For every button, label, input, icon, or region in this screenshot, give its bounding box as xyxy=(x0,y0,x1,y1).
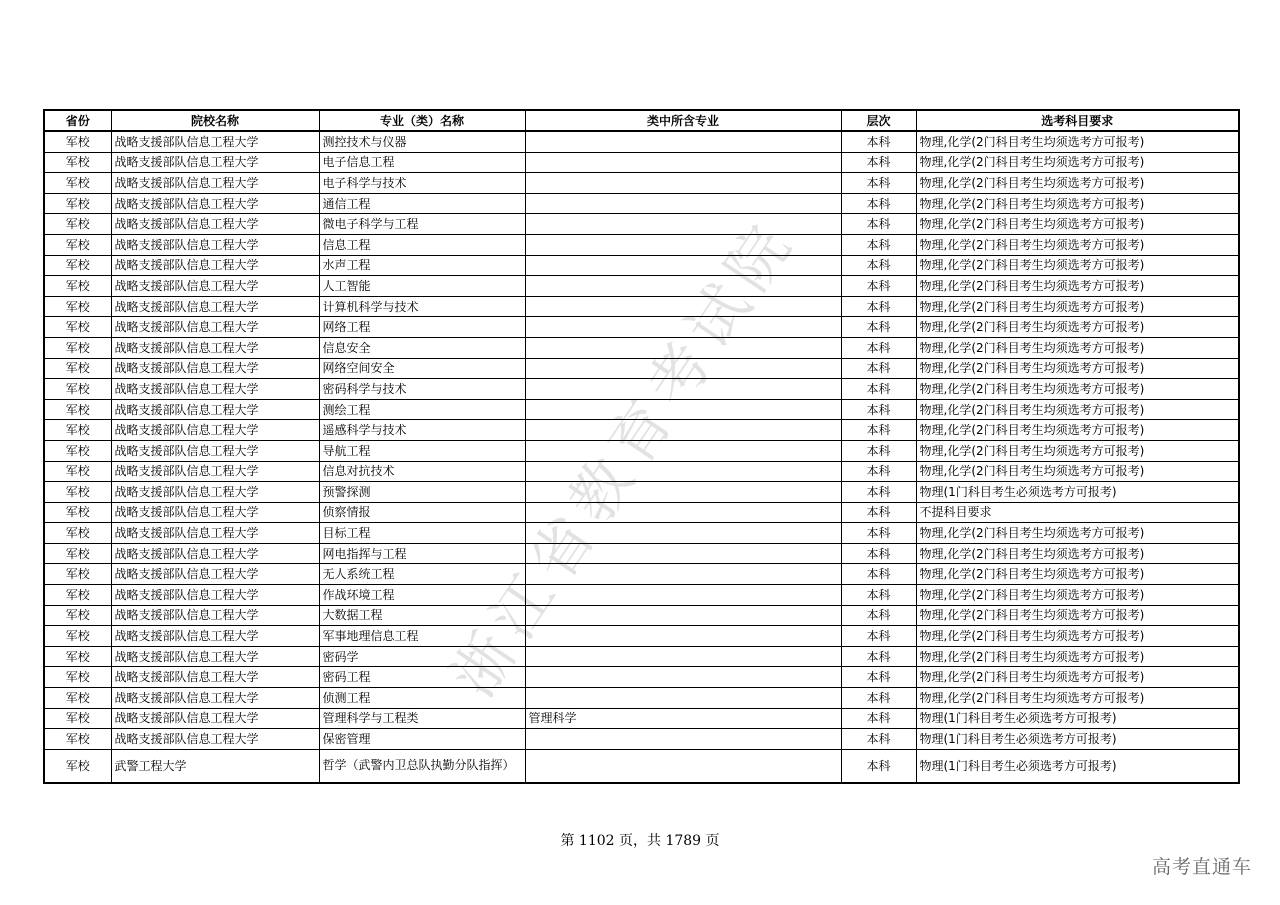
cell-subject-requirement: 物理,化学(2门科目考生均须选考方可报考) xyxy=(916,646,1239,667)
cell-sub-majors xyxy=(525,523,841,544)
cell-subject-requirement: 物理,化学(2门科目考生均须选考方可报考) xyxy=(916,379,1239,400)
cell-sub-majors xyxy=(525,605,841,626)
cell-sub-majors xyxy=(525,482,841,503)
cell-major: 通信工程 xyxy=(319,193,525,214)
header-level: 层次 xyxy=(841,110,916,131)
cell-province: 军校 xyxy=(44,523,111,544)
cell-province: 军校 xyxy=(44,317,111,338)
cell-major: 信息安全 xyxy=(319,337,525,358)
cell-subject-requirement: 物理,化学(2门科目考生均须选考方可报考) xyxy=(916,255,1239,276)
table-row xyxy=(44,255,1239,276)
cell-sub-majors xyxy=(525,420,841,441)
cell-school: 战略支援部队信息工程大学 xyxy=(111,708,319,729)
table-row xyxy=(44,667,1239,688)
cell-school: 战略支援部队信息工程大学 xyxy=(111,688,319,709)
cell-sub-majors xyxy=(525,379,841,400)
cell-sub-majors xyxy=(525,276,841,297)
page-footer: 第 1102 页，共 1789 页 xyxy=(560,833,720,849)
cell-subject-requirement: 物理,化学(2门科目考生均须选考方可报考) xyxy=(916,543,1239,564)
cell-school: 战略支援部队信息工程大学 xyxy=(111,461,319,482)
cell-subject-requirement: 物理(1门科目考生必须选考方可报考) xyxy=(916,482,1239,503)
header-school: 院校名称 xyxy=(111,110,319,131)
cell-province: 军校 xyxy=(44,296,111,317)
cell-level: 本科 xyxy=(841,214,916,235)
cell-province: 军校 xyxy=(44,688,111,709)
cell-subject-requirement: 物理,化学(2门科目考生均须选考方可报考) xyxy=(916,337,1239,358)
header-subject-requirement: 选考科目要求 xyxy=(916,110,1239,131)
table-row xyxy=(44,379,1239,400)
cell-school: 战略支援部队信息工程大学 xyxy=(111,337,319,358)
cell-subject-requirement: 物理,化学(2门科目考生均须选考方可报考) xyxy=(916,688,1239,709)
cell-subject-requirement: 物理,化学(2门科目考生均须选考方可报考) xyxy=(916,399,1239,420)
cell-major: 水声工程 xyxy=(319,255,525,276)
header-province: 省份 xyxy=(44,110,111,131)
cell-sub-majors xyxy=(525,296,841,317)
cell-major: 电子信息工程 xyxy=(319,152,525,173)
cell-level: 本科 xyxy=(841,667,916,688)
cell-major: 网络工程 xyxy=(319,317,525,338)
cell-major: 密码科学与技术 xyxy=(319,379,525,400)
header-major: 专业（类）名称 xyxy=(319,110,525,131)
table-body xyxy=(44,131,1239,783)
cell-province: 军校 xyxy=(44,193,111,214)
cell-province: 军校 xyxy=(44,646,111,667)
cell-major: 测绘工程 xyxy=(319,399,525,420)
cell-sub-majors xyxy=(525,152,841,173)
cell-major: 军事地理信息工程 xyxy=(319,626,525,647)
table-row xyxy=(44,131,1239,152)
cell-major: 侦测工程 xyxy=(319,688,525,709)
cell-sub-majors xyxy=(525,667,841,688)
cell-province: 军校 xyxy=(44,749,111,783)
cell-level: 本科 xyxy=(841,585,916,606)
cell-province: 军校 xyxy=(44,379,111,400)
cell-province: 军校 xyxy=(44,173,111,194)
cell-sub-majors xyxy=(525,255,841,276)
cell-level: 本科 xyxy=(841,379,916,400)
cell-major: 微电子科学与工程 xyxy=(319,214,525,235)
cell-school: 战略支援部队信息工程大学 xyxy=(111,152,319,173)
cell-major: 管理科学与工程类 xyxy=(319,708,525,729)
cell-province: 军校 xyxy=(44,482,111,503)
table-row xyxy=(44,358,1239,379)
cell-major: 网络空间安全 xyxy=(319,358,525,379)
cell-school: 战略支援部队信息工程大学 xyxy=(111,523,319,544)
cell-level: 本科 xyxy=(841,296,916,317)
cell-level: 本科 xyxy=(841,131,916,152)
cell-school: 战略支援部队信息工程大学 xyxy=(111,173,319,194)
cell-level: 本科 xyxy=(841,502,916,523)
cell-subject-requirement: 物理,化学(2门科目考生均须选考方可报考) xyxy=(916,173,1239,194)
cell-level: 本科 xyxy=(841,399,916,420)
cell-school: 战略支援部队信息工程大学 xyxy=(111,255,319,276)
cell-sub-majors: 管理科学 xyxy=(525,708,841,729)
cell-major: 哲学（武警内卫总队执勤分队指挥） xyxy=(319,749,525,783)
cell-subject-requirement: 物理,化学(2门科目考生均须选考方可报考) xyxy=(916,667,1239,688)
table-row xyxy=(44,337,1239,358)
cell-province: 军校 xyxy=(44,152,111,173)
cell-province: 军校 xyxy=(44,667,111,688)
cell-sub-majors xyxy=(525,749,841,783)
cell-province: 军校 xyxy=(44,255,111,276)
cell-level: 本科 xyxy=(841,646,916,667)
cell-subject-requirement: 物理,化学(2门科目考生均须选考方可报考) xyxy=(916,564,1239,585)
cell-school: 战略支援部队信息工程大学 xyxy=(111,420,319,441)
cell-subject-requirement: 物理,化学(2门科目考生均须选考方可报考) xyxy=(916,440,1239,461)
cell-level: 本科 xyxy=(841,358,916,379)
cell-subject-requirement: 物理,化学(2门科目考生均须选考方可报考) xyxy=(916,296,1239,317)
cell-province: 军校 xyxy=(44,440,111,461)
cell-subject-requirement: 物理,化学(2门科目考生均须选考方可报考) xyxy=(916,317,1239,338)
cell-sub-majors xyxy=(525,502,841,523)
cell-sub-majors xyxy=(525,358,841,379)
cell-sub-majors xyxy=(525,461,841,482)
cell-school: 战略支援部队信息工程大学 xyxy=(111,667,319,688)
cell-province: 军校 xyxy=(44,543,111,564)
cell-school: 战略支援部队信息工程大学 xyxy=(111,358,319,379)
watermark: 浙江省教育考试院 xyxy=(438,206,810,710)
table-row xyxy=(44,276,1239,297)
cell-school: 战略支援部队信息工程大学 xyxy=(111,317,319,338)
cell-major: 计算机科学与技术 xyxy=(319,296,525,317)
cell-province: 军校 xyxy=(44,358,111,379)
cell-school: 战略支援部队信息工程大学 xyxy=(111,564,319,585)
cell-province: 军校 xyxy=(44,708,111,729)
cell-level: 本科 xyxy=(841,564,916,585)
cell-province: 军校 xyxy=(44,337,111,358)
cell-subject-requirement: 物理,化学(2门科目考生均须选考方可报考) xyxy=(916,420,1239,441)
table-row xyxy=(44,173,1239,194)
table-row xyxy=(44,420,1239,441)
cell-level: 本科 xyxy=(841,605,916,626)
cell-province: 军校 xyxy=(44,214,111,235)
table-row xyxy=(44,749,1239,783)
cell-major: 信息对抗技术 xyxy=(319,461,525,482)
cell-level: 本科 xyxy=(841,729,916,750)
table-row xyxy=(44,523,1239,544)
cell-level: 本科 xyxy=(841,461,916,482)
table-row xyxy=(44,585,1239,606)
cell-school: 战略支援部队信息工程大学 xyxy=(111,214,319,235)
cell-province: 军校 xyxy=(44,626,111,647)
cell-subject-requirement: 物理,化学(2门科目考生均须选考方可报考) xyxy=(916,585,1239,606)
cell-sub-majors xyxy=(525,626,841,647)
cell-major: 人工智能 xyxy=(319,276,525,297)
cell-subject-requirement: 物理,化学(2门科目考生均须选考方可报考) xyxy=(916,214,1239,235)
cell-subject-requirement: 物理,化学(2门科目考生均须选考方可报考) xyxy=(916,131,1239,152)
cell-province: 军校 xyxy=(44,131,111,152)
table-row xyxy=(44,440,1239,461)
table-row xyxy=(44,688,1239,709)
table-row xyxy=(44,461,1239,482)
cell-school: 武警工程大学 xyxy=(111,749,319,783)
cell-major: 大数据工程 xyxy=(319,605,525,626)
cell-major: 网电指挥与工程 xyxy=(319,543,525,564)
cell-major: 密码学 xyxy=(319,646,525,667)
cell-major: 信息工程 xyxy=(319,234,525,255)
cell-school: 战略支援部队信息工程大学 xyxy=(111,543,319,564)
table-row xyxy=(44,646,1239,667)
cell-sub-majors xyxy=(525,131,841,152)
cell-sub-majors xyxy=(525,337,841,358)
cell-school: 战略支援部队信息工程大学 xyxy=(111,729,319,750)
cell-level: 本科 xyxy=(841,523,916,544)
cell-level: 本科 xyxy=(841,255,916,276)
cell-subject-requirement: 物理,化学(2门科目考生均须选考方可报考) xyxy=(916,523,1239,544)
cell-level: 本科 xyxy=(841,543,916,564)
cell-sub-majors xyxy=(525,585,841,606)
table-row xyxy=(44,708,1239,729)
cell-school: 战略支援部队信息工程大学 xyxy=(111,234,319,255)
cell-sub-majors xyxy=(525,214,841,235)
header-sub-majors: 类中所含专业 xyxy=(525,110,841,131)
cell-sub-majors xyxy=(525,317,841,338)
cell-level: 本科 xyxy=(841,193,916,214)
cell-major: 测控技术与仪器 xyxy=(319,131,525,152)
cell-school: 战略支援部队信息工程大学 xyxy=(111,646,319,667)
cell-level: 本科 xyxy=(841,420,916,441)
cell-sub-majors xyxy=(525,440,841,461)
cell-sub-majors xyxy=(525,688,841,709)
cell-school: 战略支援部队信息工程大学 xyxy=(111,379,319,400)
cell-level: 本科 xyxy=(841,234,916,255)
cell-major: 导航工程 xyxy=(319,440,525,461)
cell-subject-requirement: 物理,化学(2门科目考生均须选考方可报考) xyxy=(916,276,1239,297)
admission-table xyxy=(43,109,1240,784)
cell-subject-requirement: 物理,化学(2门科目考生均须选考方可报考) xyxy=(916,358,1239,379)
table-row xyxy=(44,543,1239,564)
cell-province: 军校 xyxy=(44,585,111,606)
cell-sub-majors xyxy=(525,193,841,214)
cell-level: 本科 xyxy=(841,276,916,297)
cell-school: 战略支援部队信息工程大学 xyxy=(111,605,319,626)
cell-school: 战略支援部队信息工程大学 xyxy=(111,399,319,420)
cell-level: 本科 xyxy=(841,440,916,461)
cell-school: 战略支援部队信息工程大学 xyxy=(111,585,319,606)
cell-province: 军校 xyxy=(44,234,111,255)
cell-level: 本科 xyxy=(841,626,916,647)
cell-level: 本科 xyxy=(841,749,916,783)
table-row xyxy=(44,482,1239,503)
cell-major: 保密管理 xyxy=(319,729,525,750)
cell-sub-majors xyxy=(525,173,841,194)
cell-level: 本科 xyxy=(841,173,916,194)
cell-major: 电子科学与技术 xyxy=(319,173,525,194)
table-row xyxy=(44,214,1239,235)
cell-subject-requirement: 物理(1门科目考生必须选考方可报考) xyxy=(916,729,1239,750)
cell-sub-majors xyxy=(525,234,841,255)
cell-subject-requirement: 物理(1门科目考生必须选考方可报考) xyxy=(916,749,1239,783)
table-row xyxy=(44,399,1239,420)
table-row xyxy=(44,234,1239,255)
cell-major: 作战环境工程 xyxy=(319,585,525,606)
cell-level: 本科 xyxy=(841,317,916,338)
cell-school: 战略支援部队信息工程大学 xyxy=(111,193,319,214)
table-row xyxy=(44,564,1239,585)
cell-subject-requirement: 物理,化学(2门科目考生均须选考方可报考) xyxy=(916,626,1239,647)
cell-province: 军校 xyxy=(44,420,111,441)
cell-level: 本科 xyxy=(841,152,916,173)
brand-logo-text: 高考直通车 xyxy=(1151,856,1252,878)
table-row xyxy=(44,502,1239,523)
cell-province: 军校 xyxy=(44,461,111,482)
cell-subject-requirement: 物理,化学(2门科目考生均须选考方可报考) xyxy=(916,152,1239,173)
cell-subject-requirement: 不提科目要求 xyxy=(916,502,1239,523)
cell-subject-requirement: 物理(1门科目考生必须选考方可报考) xyxy=(916,708,1239,729)
cell-province: 军校 xyxy=(44,502,111,523)
cell-subject-requirement: 物理,化学(2门科目考生均须选考方可报考) xyxy=(916,193,1239,214)
table-row xyxy=(44,605,1239,626)
cell-major: 侦察情报 xyxy=(319,502,525,523)
table-row xyxy=(44,626,1239,647)
cell-major: 目标工程 xyxy=(319,523,525,544)
cell-level: 本科 xyxy=(841,688,916,709)
cell-subject-requirement: 物理,化学(2门科目考生均须选考方可报考) xyxy=(916,234,1239,255)
cell-level: 本科 xyxy=(841,337,916,358)
cell-sub-majors xyxy=(525,399,841,420)
cell-school: 战略支援部队信息工程大学 xyxy=(111,482,319,503)
cell-school: 战略支援部队信息工程大学 xyxy=(111,296,319,317)
cell-province: 军校 xyxy=(44,276,111,297)
cell-school: 战略支援部队信息工程大学 xyxy=(111,276,319,297)
cell-subject-requirement: 物理,化学(2门科目考生均须选考方可报考) xyxy=(916,461,1239,482)
table-row xyxy=(44,152,1239,173)
cell-level: 本科 xyxy=(841,708,916,729)
cell-school: 战略支援部队信息工程大学 xyxy=(111,626,319,647)
cell-major: 无人系统工程 xyxy=(319,564,525,585)
cell-subject-requirement: 物理,化学(2门科目考生均须选考方可报考) xyxy=(916,605,1239,626)
cell-province: 军校 xyxy=(44,564,111,585)
cell-sub-majors xyxy=(525,564,841,585)
cell-major: 预警探测 xyxy=(319,482,525,503)
cell-major: 密码工程 xyxy=(319,667,525,688)
cell-major: 遥感科学与技术 xyxy=(319,420,525,441)
cell-school: 战略支援部队信息工程大学 xyxy=(111,131,319,152)
cell-province: 军校 xyxy=(44,399,111,420)
cell-school: 战略支援部队信息工程大学 xyxy=(111,502,319,523)
cell-sub-majors xyxy=(525,729,841,750)
cell-school: 战略支援部队信息工程大学 xyxy=(111,440,319,461)
table-row xyxy=(44,729,1239,750)
cell-level: 本科 xyxy=(841,482,916,503)
table-header-row xyxy=(44,110,1239,131)
table-row xyxy=(44,317,1239,338)
cell-sub-majors xyxy=(525,646,841,667)
cell-province: 军校 xyxy=(44,605,111,626)
table-row xyxy=(44,296,1239,317)
cell-sub-majors xyxy=(525,543,841,564)
table-row xyxy=(44,193,1239,214)
cell-province: 军校 xyxy=(44,729,111,750)
